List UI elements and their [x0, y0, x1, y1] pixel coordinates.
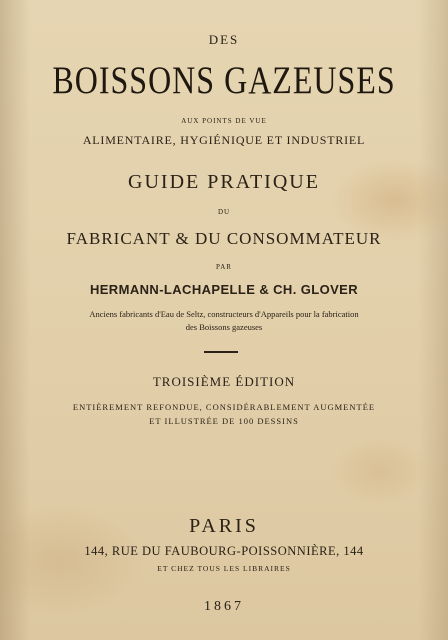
booksellers-line: ET CHEZ TOUS LES LIBRAIRES: [157, 564, 291, 573]
divider-rule: [204, 351, 238, 353]
title-prefix: DES: [208, 32, 240, 47]
edition-note-line-2: ET ILLUSTRÉE DE 100 DESSINS: [149, 416, 299, 426]
publisher-address: 144, RUE DU FAUBOURG-POISSONNIÈRE, 144: [84, 544, 364, 558]
du-line: DU: [217, 208, 231, 216]
audience-line: FABRICANT & DU CONSOMMATEUR: [66, 229, 382, 248]
book-title: BOISSONS GAZEUSES: [52, 57, 396, 102]
aspects-line: ALIMENTAIRE, HYGIÉNIQUE ET INDUSTRIEL: [82, 133, 366, 147]
edition-note-line-1: ENTIÈREMENT REFONDUE, CONSIDÉRABLEMENT AUGMENTÉE: [72, 402, 376, 412]
publication-year: 1867: [204, 599, 244, 614]
author-description-line-2: des Boissons gazeuses: [185, 322, 263, 332]
aux-points-line: AUX POINTS DE VUE: [181, 117, 267, 125]
subtitle: GUIDE PRATIQUE: [128, 171, 320, 193]
author-description-line-1: Anciens fabricants d'Eau de Seltz, constructeurs d'Appareils pour la fabrication: [89, 309, 359, 319]
authors: HERMANN-LACHAPELLE & CH. GLOVER: [89, 282, 359, 297]
edition-line: TROISIÈME ÉDITION: [152, 374, 296, 389]
publisher-city: PARIS: [189, 515, 259, 537]
par-line: PAR: [216, 263, 232, 271]
